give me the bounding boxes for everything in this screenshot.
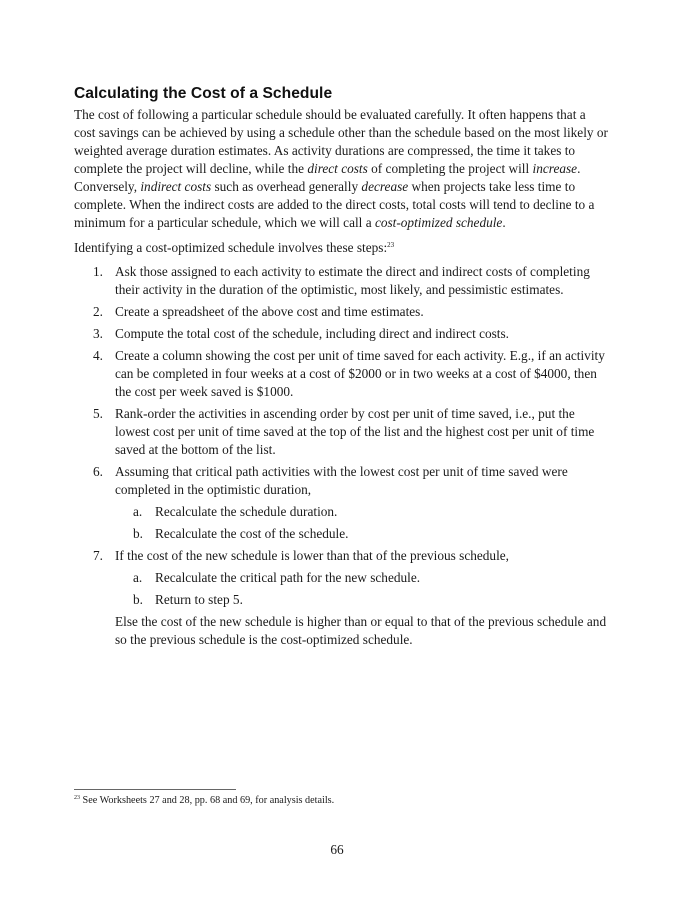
step-number: 1. — [93, 264, 103, 279]
step-text: Create a column showing the cost per unit of time saved for each activity. E.g., if an activity can be completed in four weeks at a cost of $2000 or in two weeks at a cost of $4000, then the cost per week saved is $1000. — [115, 348, 605, 399]
page-number: 66 — [330, 842, 344, 857]
intro-text-1: The cost of following a particular schedule should be evaluated carefully. It often happens that a cost savings can be achieved by using a schedule other than the schedule based on the most likely or weighted average duration estimates. As activity durations are compressed, the time it takes to complete the project will decline, while the — [74, 107, 608, 176]
footnote-reference: 23 — [387, 241, 395, 249]
step-item — [74, 347, 608, 401]
step-item — [74, 303, 608, 321]
step-item — [74, 325, 608, 343]
intro-text-5: when projects take less time to complete. When the indirect costs are added to the direct costs, total costs will tend to decline to a minimum for a particular schedule, which we will call a — [74, 179, 595, 230]
lead-in-text: Identifying a cost-optimized schedule involves these steps: — [74, 240, 388, 255]
step-text: Rank-order the activities in ascending order by cost per unit of time saved, i.e., put the lowest cost per unit of time saved at the top of the list and the highest cost per unit of time saved at the bottom of the list. — [115, 406, 595, 457]
step-item — [74, 547, 608, 609]
emphasis-cost-optimized-schedule: cost-optimized schedule — [374, 215, 503, 230]
substep-text: Recalculate the critical path for the new schedule. — [155, 570, 421, 585]
emphasis-indirect-costs: indirect costs — [140, 179, 212, 194]
step-number: 3. — [93, 326, 103, 341]
step-item — [74, 463, 608, 543]
step-text: Ask those assigned to each activity to estimate the direct and indirect costs of completing their activity in the duration of the optimistic, most likely, and pessimistic estimates. — [115, 264, 590, 297]
substep-item — [115, 503, 608, 521]
step-text: If the cost of the new schedule is lower than that of the previous schedule, — [115, 548, 509, 563]
step-item — [74, 405, 608, 459]
emphasis-decrease: decrease — [361, 179, 409, 194]
section-heading: Calculating the Cost of a Schedule — [74, 85, 333, 102]
steps-list — [74, 263, 608, 609]
intro-paragraph — [74, 106, 608, 232]
step-item — [74, 263, 608, 299]
substep-item — [115, 525, 608, 543]
step-text: Assuming that critical path activities with the lowest cost per unit of time saved were completed in the optimistic duration, — [115, 464, 568, 497]
substep-text: Recalculate the cost of the schedule. — [155, 526, 349, 541]
substep-letter: a. — [133, 570, 143, 585]
intro-text-6: . — [502, 215, 506, 230]
footnote-marker: 23 — [74, 795, 80, 801]
footnote — [74, 795, 334, 807]
intro-text-2: of completing the project will — [367, 161, 533, 176]
substep-text: Recalculate the schedule duration. — [155, 504, 338, 519]
step-text: Create a spreadsheet of the above cost and time estimates. — [115, 304, 424, 319]
step-text: Compute the total cost of the schedule, including direct and indirect costs. — [115, 326, 510, 341]
step-number: 4. — [93, 348, 103, 363]
substep-item — [115, 591, 608, 609]
footnote-divider — [74, 789, 236, 790]
substeps-list — [115, 569, 608, 609]
intro-text-4: such as overhead generally — [211, 179, 362, 194]
step-number: 7. — [93, 548, 103, 563]
else-paragraph: Else the cost of the new schedule is higher than or equal to that of the previous schedule and so the previous schedule is the cost-optimized schedule. — [115, 614, 607, 647]
substeps-list — [115, 503, 608, 543]
substep-letter: a. — [133, 504, 143, 519]
step-number: 2. — [93, 304, 103, 319]
substep-text: Return to step 5. — [155, 592, 243, 607]
footnote-text: See Worksheets 27 and 28, pp. 68 and 69, for analysis details. — [82, 795, 335, 806]
substep-letter: b. — [133, 526, 143, 541]
substep-letter: b. — [133, 592, 143, 607]
step-number: 5. — [93, 406, 103, 421]
intro-text-3: . Conversely, — [74, 161, 581, 194]
body-text — [74, 106, 608, 649]
step-number: 6. — [93, 464, 103, 479]
steps-lead-in — [74, 239, 608, 257]
emphasis-direct-costs: direct costs — [307, 161, 368, 176]
emphasis-increase: increase — [532, 161, 578, 176]
substep-item — [115, 569, 608, 587]
